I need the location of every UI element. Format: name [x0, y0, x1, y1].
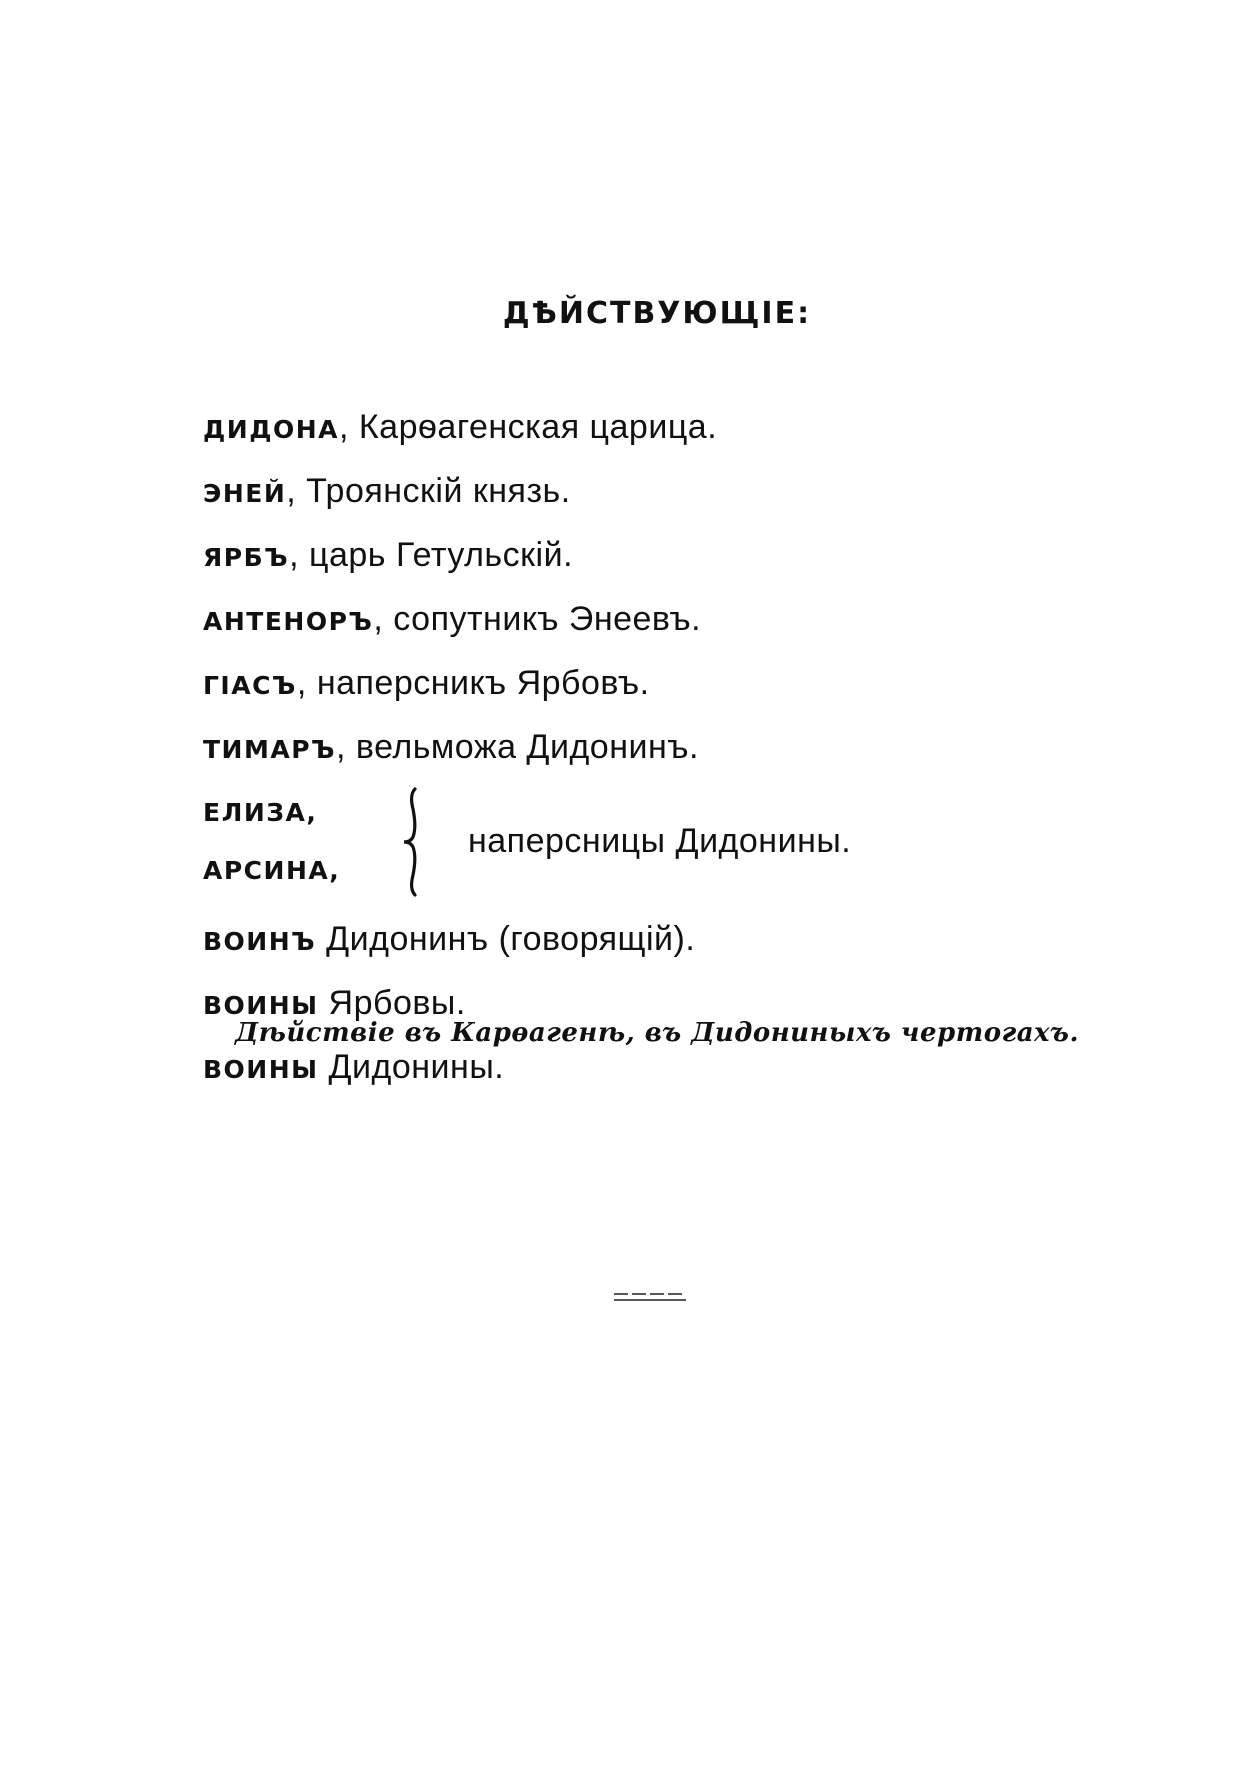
character-name: ДИДОНА — [203, 415, 339, 444]
character-description: Дидонинъ (говорящій). — [316, 920, 696, 958]
scene-setting: Дѣйствіе въ Карѳагенѣ, въ Дидониныхъ чертогахъ. — [234, 1018, 1080, 1048]
curly-brace-icon — [401, 787, 431, 897]
character-name: АРСИНА, — [203, 856, 341, 885]
character-name: ЭНЕЙ — [203, 479, 287, 508]
divider-ornament-icon — [612, 1290, 688, 1304]
character-description: , вельможа Дидонинъ. — [336, 728, 699, 766]
cast-entry — [203, 651, 1103, 715]
cast-entry — [203, 523, 1103, 587]
cast-entry — [203, 715, 1103, 779]
page-title: ДѢЙСТВУЮЩІЕ: — [502, 296, 812, 331]
character-description: Дидонины. — [318, 1048, 505, 1086]
character-name: АНТЕНОРЪ — [203, 607, 374, 636]
character-name: ВОИНЪ — [203, 927, 317, 956]
character-name: ВОИНЫ — [203, 991, 319, 1020]
character-description: , Карѳагенская царица. — [338, 408, 718, 446]
character-description: , царь Гетульскій. — [289, 536, 574, 574]
character-description: , сопутникъ Энеевъ. — [373, 600, 702, 638]
character-description: , наперсникъ Ярбовъ. — [296, 664, 650, 702]
character-description: Ярбовы. — [318, 984, 466, 1022]
cast-entry — [203, 395, 1103, 459]
character-name: ЕЛИЗА, — [203, 798, 318, 827]
character-name: ЯРБЪ — [203, 543, 290, 572]
cast-entry — [203, 459, 1103, 523]
cast-group-confidantes — [203, 779, 1103, 907]
cast-entry — [203, 587, 1103, 651]
cast-entry — [203, 907, 1103, 971]
character-description: , Троянскій князь. — [286, 472, 571, 510]
character-name: ВОИНЫ — [203, 1055, 319, 1084]
cast-list — [203, 395, 1103, 1099]
character-name: ТИМАРЪ — [203, 735, 337, 764]
group-description: наперсницы Дидонины. — [468, 822, 852, 860]
character-name: ГІАСЪ — [203, 671, 297, 700]
